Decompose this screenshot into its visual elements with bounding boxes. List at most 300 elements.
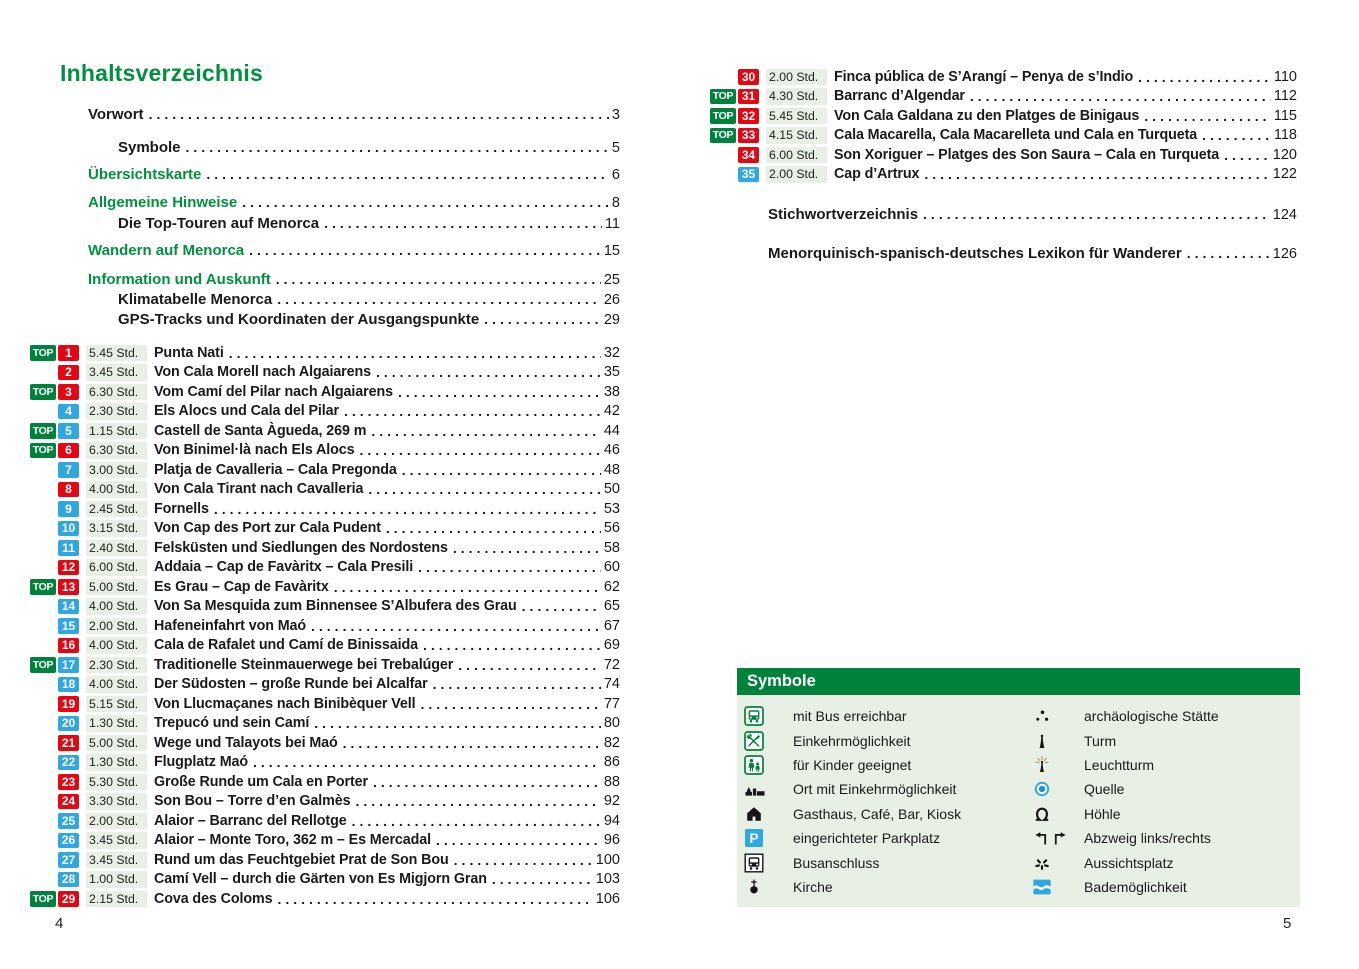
toc-entry-page: 11 <box>604 216 620 232</box>
top-badge-slot <box>30 345 58 361</box>
tour-duration: 2.15 Std. <box>86 891 147 908</box>
toc-tour-row <box>710 165 1297 185</box>
toc-entry-row <box>88 166 620 186</box>
print-page-number-left: 4 <box>55 915 64 932</box>
toc-tour-row <box>30 363 620 383</box>
tour-page: 32 <box>603 344 620 361</box>
tour-title: Castell de Santa Àgueda, 269 m <box>154 422 367 439</box>
symbol-legend-label: Turm <box>1084 732 1117 749</box>
toc-tour-row <box>30 772 620 792</box>
tour-page: 94 <box>603 812 620 829</box>
tour-title: Von Cala Galdana zu den Platges de Binigaus <box>834 107 1140 124</box>
symbol-legend-row <box>737 777 1029 801</box>
tour-title: Von Cala Tirant nach Cavalleria <box>154 481 364 498</box>
tour-page: 96 <box>603 832 620 849</box>
tour-number-badge: 29 <box>58 891 79 907</box>
tour-title: Platja de Cavalleria – Cala Pregonda <box>154 461 397 478</box>
tour-page: 122 <box>1272 166 1297 183</box>
tour-page: 50 <box>603 481 620 498</box>
children-icon <box>737 755 793 775</box>
dotted-leader <box>454 852 593 868</box>
symbol-legend-label: Leuchtturm <box>1084 756 1155 773</box>
symbol-legend-label: Ort mit Einkehrmöglichkeit <box>793 781 957 798</box>
toc-entry-page: 26 <box>603 292 620 308</box>
tour-page: 42 <box>603 403 620 420</box>
symbol-legend-row <box>1029 875 1300 899</box>
tour-page: 67 <box>603 617 620 634</box>
tour-title: Vom Camí del Pilar nach Algaiarens <box>154 383 393 400</box>
tour-title: Camí Vell – durch die Gärten von Es Migjorn Gran <box>154 871 487 888</box>
cave-icon <box>1029 804 1084 824</box>
toc-tour-row <box>710 67 1297 87</box>
tour-page: 92 <box>603 793 620 810</box>
tour-number-badge: 35 <box>738 167 759 183</box>
toc-tour-row <box>30 811 620 831</box>
dotted-leader <box>242 194 609 210</box>
dotted-leader <box>376 364 601 380</box>
tour-page: 38 <box>603 383 620 400</box>
tour-page: 58 <box>603 539 620 556</box>
toc-tour-row <box>30 499 620 519</box>
symbol-legend-row <box>1029 850 1300 874</box>
tour-duration: 5.45 Std. <box>766 108 827 125</box>
page-title: Inhaltsverzeichnis <box>60 60 264 86</box>
toc-tour-row <box>30 519 620 539</box>
symbols-legend-box <box>737 668 1300 907</box>
toc-tour-row <box>30 792 620 812</box>
tour-title: Son Xoriguer – Platges des Son Saura – Cala en Turqueta <box>834 146 1220 163</box>
toc-tour-list-left <box>30 343 620 909</box>
svg-text:P: P <box>749 830 759 846</box>
dotted-leader <box>433 676 601 692</box>
toc-entry-row <box>88 311 620 331</box>
tour-duration: 4.00 Std. <box>86 637 147 654</box>
tour-page: 103 <box>595 871 620 888</box>
dotted-leader <box>253 754 601 770</box>
tour-title: Trepucó und sein Camí <box>154 715 310 732</box>
tour-page: 115 <box>1273 107 1297 124</box>
tour-title: Felsküsten und Siedlungen des Nordostens <box>154 539 448 556</box>
tour-number-badge: 26 <box>58 833 79 849</box>
dotted-leader <box>373 774 601 790</box>
toc-entry-label: Allgemeine Hinweise <box>88 194 238 211</box>
symbol-legend-row <box>1029 704 1300 728</box>
toc-entry-label: Übersichtskarte <box>88 166 202 183</box>
dotted-leader <box>1144 108 1271 124</box>
symbol-legend-label: Einkehrmöglichkeit <box>793 732 911 749</box>
symbol-legend-row <box>1029 777 1300 801</box>
tour-number-badge: 33 <box>738 128 759 144</box>
toc-entry-row <box>88 271 620 291</box>
tour-duration: 5.00 Std. <box>86 579 147 596</box>
dotted-leader <box>334 579 601 595</box>
tour-duration: 2.00 Std. <box>766 166 827 183</box>
dotted-leader <box>277 291 601 307</box>
tour-number-badge: 7 <box>58 462 79 478</box>
tour-duration: 4.00 Std. <box>86 598 147 615</box>
symbol-legend-row <box>737 753 1029 777</box>
tour-number-badge: 20 <box>58 716 79 732</box>
tour-number-badge: 19 <box>58 696 79 712</box>
tour-page: 62 <box>603 578 620 595</box>
top-badge: TOP <box>710 89 736 105</box>
dotted-leader <box>418 559 601 575</box>
dotted-leader <box>1224 147 1270 163</box>
tour-title: Hafeneinfahrt von Maó <box>154 617 307 634</box>
dotted-leader <box>436 832 601 848</box>
dotted-leader <box>1187 245 1270 261</box>
dotted-leader <box>343 735 601 751</box>
dotted-leader <box>359 442 600 458</box>
top-badge: TOP <box>710 108 736 124</box>
symbol-legend-row <box>737 826 1029 850</box>
tour-title: Traditionelle Steinmauerwege bei Trebalúger <box>154 656 454 673</box>
symbol-legend-row <box>737 850 1029 874</box>
tour-number-badge: 21 <box>58 735 79 751</box>
dotted-leader <box>398 384 601 400</box>
toc-tour-row <box>710 87 1297 107</box>
tour-title: Von Cala Morell nach Algaiarens <box>154 364 371 381</box>
toc-extra-label: Menorquinisch-spanisch-deutsches Lexikon für Wanderer <box>768 245 1182 262</box>
parking-icon <box>737 828 793 848</box>
tour-page: 74 <box>603 676 620 693</box>
print-page-number-right: 5 <box>1283 915 1292 932</box>
tour-duration: 5.45 Std. <box>86 345 147 362</box>
symbol-legend-label: Abzweig links/rechts <box>1084 830 1211 847</box>
tour-number-badge: 24 <box>58 794 79 810</box>
tour-page: 86 <box>603 754 620 771</box>
tour-number-badge: 23 <box>58 774 79 790</box>
tour-number-badge: 8 <box>58 482 79 498</box>
toc-entry-label: Wandern auf Menorca <box>88 242 245 259</box>
tour-title: Fornells <box>154 500 209 517</box>
tour-duration: 2.00 Std. <box>86 813 147 830</box>
dotted-leader <box>522 598 601 614</box>
toc-tour-row <box>30 753 620 773</box>
toc-tour-row <box>30 343 620 363</box>
dotted-leader <box>402 462 601 478</box>
tour-page: 106 <box>595 890 620 907</box>
dotted-leader <box>458 657 601 673</box>
dotted-leader <box>352 813 601 829</box>
tour-number-badge: 12 <box>58 560 79 576</box>
toc-tour-row <box>30 577 620 597</box>
tour-title: Von Sa Mesquida zum Binnensee S’Albufera des Grau <box>154 598 517 615</box>
toc-tour-row <box>30 538 620 558</box>
dotted-leader <box>386 520 601 536</box>
tour-duration: 5.15 Std. <box>86 696 147 713</box>
symbol-legend-row <box>737 704 1029 728</box>
tour-duration: 4.00 Std. <box>86 676 147 693</box>
symbol-legend-label: archäologische Stätte <box>1084 708 1219 725</box>
tower-icon <box>1029 731 1084 751</box>
dotted-leader <box>453 540 601 556</box>
symbols-column-left <box>737 704 1029 899</box>
toc-entry-row <box>88 139 620 159</box>
tour-page: 120 <box>1272 146 1297 163</box>
dotted-leader <box>1202 127 1271 143</box>
symbol-legend-label: Bademöglichkeit <box>1084 878 1187 895</box>
dotted-leader <box>249 242 601 258</box>
tour-page: 56 <box>603 520 620 537</box>
dotted-leader <box>214 501 601 517</box>
top-badge: TOP <box>30 657 56 673</box>
tour-title: Cova des Coloms <box>154 890 273 907</box>
tour-duration: 2.00 Std. <box>86 618 147 635</box>
toc-tour-row <box>30 480 620 500</box>
toc-tour-row <box>30 694 620 714</box>
top-badge-slot <box>30 579 58 595</box>
toc-entry-page: 25 <box>603 272 620 288</box>
tour-duration: 4.15 Std. <box>766 127 827 144</box>
dotted-leader <box>314 715 601 731</box>
dotted-leader <box>924 166 1269 182</box>
dotted-leader <box>344 403 601 419</box>
dotted-leader <box>276 271 601 287</box>
symbol-legend-row <box>1029 802 1300 826</box>
dotted-leader <box>324 215 602 231</box>
tour-number-badge: 30 <box>738 69 759 85</box>
toc-entry-row <box>88 106 620 126</box>
top-badge: TOP <box>30 423 56 439</box>
top-badge: TOP <box>710 128 736 144</box>
toc-extra-list <box>768 206 1297 265</box>
tour-duration: 3.30 Std. <box>86 793 147 810</box>
tour-title: Alaior – Barranc del Rellotge <box>154 812 347 829</box>
dotted-leader <box>277 891 592 907</box>
toc-tour-row <box>30 870 620 890</box>
toc-entry-label: Information und Auskunft <box>88 271 271 288</box>
symbol-legend-label: eingerichteter Parkplatz <box>793 830 941 847</box>
top-badge: TOP <box>30 345 56 361</box>
restaurant-icon <box>737 731 793 751</box>
tour-number-badge: 28 <box>58 872 79 888</box>
tour-title: Alaior – Monte Toro, 362 m – Es Mercadal <box>154 832 431 849</box>
toc-tour-row <box>30 597 620 617</box>
toc-extra-row <box>768 245 1297 265</box>
dotted-leader <box>1138 69 1271 85</box>
toc-tour-row <box>30 616 620 636</box>
top-badge-slot <box>710 108 738 124</box>
symbol-legend-label: mit Bus erreichbar <box>793 708 907 725</box>
tour-duration: 4.00 Std. <box>86 481 147 498</box>
toc-entry-row <box>88 291 620 311</box>
top-badge-slot <box>30 443 58 459</box>
dotted-leader <box>371 423 601 439</box>
top-badge-slot <box>710 89 738 105</box>
archaeological-site-icon <box>1029 706 1084 726</box>
tour-title: Punta Nati <box>154 344 224 361</box>
tour-number-badge: 17 <box>58 657 79 673</box>
tour-number-badge: 3 <box>58 384 79 400</box>
tour-number-badge: 6 <box>58 443 79 459</box>
symbol-legend-row <box>737 802 1029 826</box>
spring-icon <box>1029 779 1084 799</box>
tour-page: 35 <box>603 364 620 381</box>
toc-entry-row <box>88 215 620 235</box>
tour-title: Finca pública de S’Arangí – Penya de s’Indio <box>834 68 1134 85</box>
top-badge: TOP <box>30 384 56 400</box>
tour-page: 100 <box>595 851 620 868</box>
tour-duration: 2.00 Std. <box>766 69 827 86</box>
tour-number-badge: 16 <box>58 638 79 654</box>
tour-duration: 1.00 Std. <box>86 871 147 888</box>
tour-duration: 1.30 Std. <box>86 754 147 771</box>
toc-entry-page: 8 <box>611 195 620 211</box>
toc-entry-page: 6 <box>611 167 620 183</box>
tour-duration: 3.45 Std. <box>86 364 147 381</box>
dotted-leader <box>368 481 601 497</box>
symbol-legend-label: Busanschluss <box>793 854 880 871</box>
toc-tour-row <box>30 421 620 441</box>
tour-duration: 6.30 Std. <box>86 442 147 459</box>
tour-duration: 5.30 Std. <box>86 774 147 791</box>
toc-tour-row <box>30 889 620 909</box>
tour-number-badge: 14 <box>58 599 79 615</box>
tour-title: Von Cap des Port zur Cala Pudent <box>154 520 381 537</box>
tour-duration: 3.45 Std. <box>86 852 147 869</box>
tour-page: 53 <box>603 500 620 517</box>
toc-entry-row <box>88 194 620 214</box>
tour-duration: 2.40 Std. <box>86 540 147 557</box>
symbol-legend-row <box>1029 753 1300 777</box>
tour-page: 77 <box>603 695 620 712</box>
tour-number-badge: 15 <box>58 618 79 634</box>
toc-tour-row <box>30 402 620 422</box>
top-badge-slot <box>30 423 58 439</box>
tour-duration: 3.15 Std. <box>86 520 147 537</box>
swimming-icon <box>1029 877 1084 897</box>
dotted-leader <box>484 311 601 327</box>
symbol-legend-label: Quelle <box>1084 781 1125 798</box>
tour-number-badge: 31 <box>738 89 759 105</box>
symbol-legend-label: Gasthaus, Café, Bar, Kiosk <box>793 805 962 822</box>
tour-number-badge: 25 <box>58 813 79 829</box>
tour-duration: 2.30 Std. <box>86 657 147 674</box>
tour-duration: 2.30 Std. <box>86 403 147 420</box>
tour-page: 80 <box>603 715 620 732</box>
tour-number-badge: 34 <box>738 147 759 163</box>
tour-title: Es Grau – Cap de Favàritx <box>154 578 329 595</box>
toc-tour-row <box>30 675 620 695</box>
toc-entry-label: Die Top-Touren auf Menorca <box>118 215 320 232</box>
top-badge: TOP <box>30 443 56 459</box>
church-icon <box>737 877 793 897</box>
symbol-legend-label: Höhle <box>1084 805 1121 822</box>
tour-title: Flugplatz Maó <box>154 754 249 771</box>
toc-tour-list-right <box>710 67 1297 184</box>
tour-number-badge: 5 <box>58 423 79 439</box>
toc-tour-row <box>30 714 620 734</box>
tour-number-badge: 27 <box>58 852 79 868</box>
symbol-legend-row <box>737 728 1029 752</box>
tour-page: 46 <box>603 442 620 459</box>
toc-tour-row <box>710 145 1297 165</box>
toc-tour-row <box>30 636 620 656</box>
tour-title: Große Runde um Cala en Porter <box>154 773 368 790</box>
tour-number-badge: 22 <box>58 755 79 771</box>
tour-number-badge: 13 <box>58 579 79 595</box>
dotted-leader <box>229 345 601 361</box>
top-badge-slot <box>30 384 58 400</box>
tour-duration: 1.30 Std. <box>86 715 147 732</box>
toc-tour-row <box>30 558 620 578</box>
tour-duration: 3.00 Std. <box>86 462 147 479</box>
dotted-leader <box>492 871 593 887</box>
tour-number-badge: 10 <box>58 521 79 537</box>
bus-outline-square-icon <box>737 853 793 873</box>
tour-page: 112 <box>1273 88 1297 105</box>
dotted-leader <box>355 793 600 809</box>
tour-title: Von Llucmaçanes nach Binibèquer Vell <box>154 695 416 712</box>
tour-title: Wege und Talayots bei Maó <box>154 734 338 751</box>
lighthouse-icon <box>1029 755 1084 775</box>
tour-number-badge: 2 <box>58 365 79 381</box>
tour-page: 72 <box>603 656 620 673</box>
tour-duration: 6.00 Std. <box>86 559 147 576</box>
symbol-legend-label: für Kinder geeignet <box>793 756 912 773</box>
tour-title: Der Südosten – große Runde bei Alcalfar <box>154 676 428 693</box>
tour-number-badge: 1 <box>58 345 79 361</box>
symbols-column-right <box>1029 704 1300 899</box>
viewpoint-icon <box>1029 853 1084 873</box>
toc-extra-page: 126 <box>1272 246 1297 262</box>
symbols-legend-body <box>737 695 1300 907</box>
symbol-legend-row <box>1029 728 1300 752</box>
toc-extra-label: Stichwortverzeichnis <box>768 206 919 223</box>
tour-page: 65 <box>603 598 620 615</box>
symbol-legend-label: Kirche <box>793 878 833 895</box>
tour-title: Addaia – Cap de Favàritx – Cala Presili <box>154 559 414 576</box>
tour-duration: 4.30 Std. <box>766 88 827 105</box>
tour-number-badge: 11 <box>58 540 79 556</box>
symbol-legend-label: Aussichtsplatz <box>1084 854 1174 871</box>
dotted-leader <box>423 637 601 653</box>
tour-page: 60 <box>603 559 620 576</box>
toc-tour-row <box>30 382 620 402</box>
tour-duration: 5.00 Std. <box>86 735 147 752</box>
tour-duration: 3.45 Std. <box>86 832 147 849</box>
toc-tour-row <box>710 126 1297 146</box>
tour-duration: 6.30 Std. <box>86 384 147 401</box>
tour-title: Rund um das Feuchtgebiet Prat de Son Bou <box>154 851 449 868</box>
dotted-leader <box>311 618 601 634</box>
tour-page: 69 <box>603 637 620 654</box>
tour-title: Von Binimel·là nach Els Alocs <box>154 442 355 459</box>
toc-entry-label: Symbole <box>118 139 181 156</box>
tour-duration: 6.00 Std. <box>766 147 827 164</box>
top-badge-slot <box>30 891 58 907</box>
tour-number-badge: 4 <box>58 404 79 420</box>
bus-green-square-icon <box>737 706 793 726</box>
toc-tour-row <box>710 106 1297 126</box>
toc-entry-label: GPS-Tracks und Koordinaten der Ausgangspunkte <box>118 311 480 328</box>
top-badge: TOP <box>30 891 56 907</box>
top-badge: TOP <box>30 579 56 595</box>
house-icon <box>737 804 793 824</box>
dotted-leader <box>206 166 609 182</box>
toc-extra-page: 124 <box>1272 207 1297 223</box>
tour-number-badge: 9 <box>58 501 79 517</box>
symbol-legend-row <box>737 875 1029 899</box>
toc-entry-page: 29 <box>603 312 620 328</box>
dotted-leader <box>186 139 609 155</box>
toc-entry-page: 3 <box>611 107 620 123</box>
tour-page: 110 <box>1273 68 1297 85</box>
tour-number-badge: 32 <box>738 108 759 124</box>
top-badge-slot <box>710 128 738 144</box>
top-badge-slot <box>30 657 58 673</box>
